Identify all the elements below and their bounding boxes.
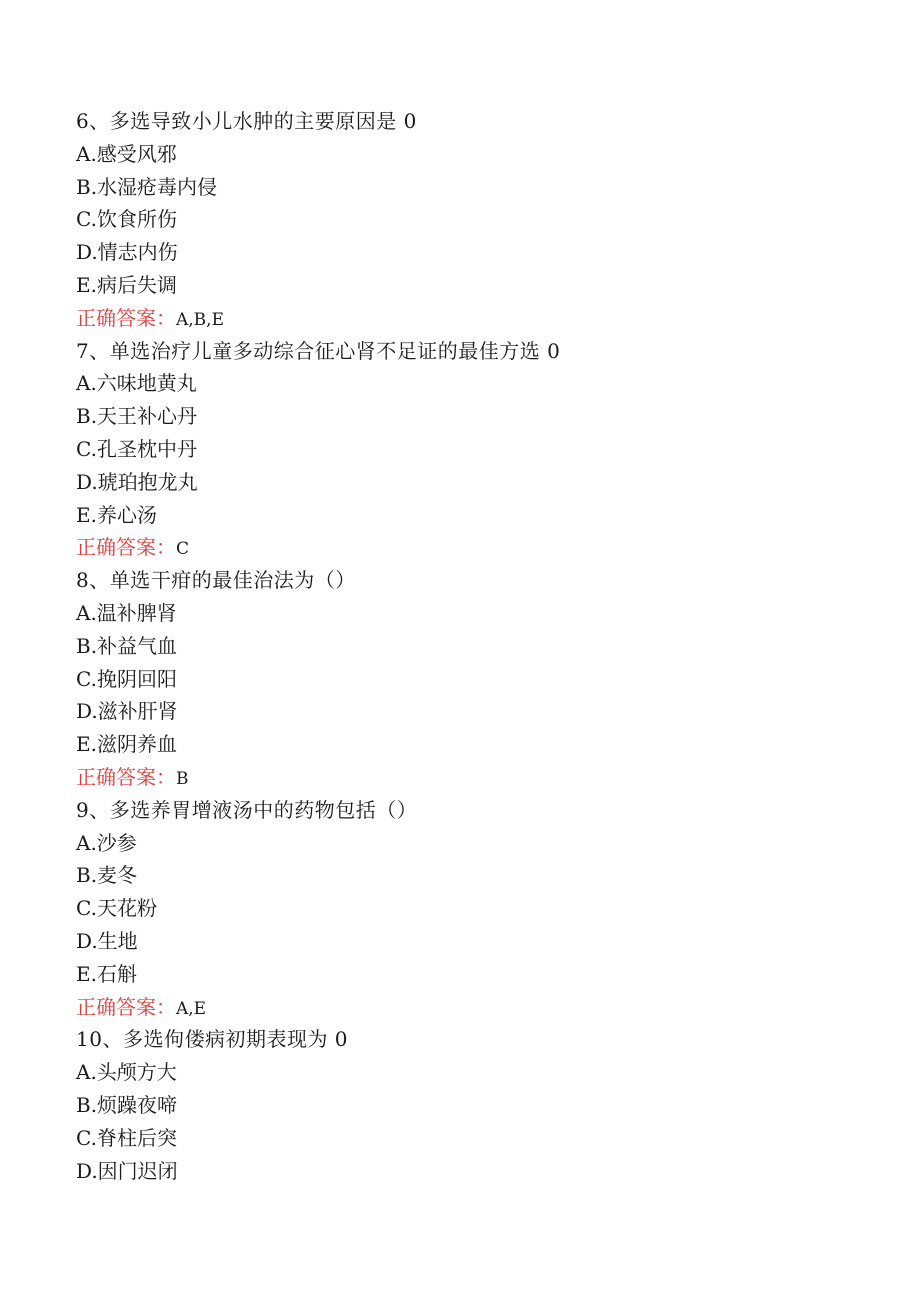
option-item: C.脊柱后突 bbox=[76, 1125, 177, 1150]
question-stem: 9、多选养胃增液汤中的药物包括（） bbox=[76, 797, 418, 822]
answer-label: 正确答案： bbox=[76, 764, 176, 789]
question-stem: 8、单选干疳的最佳治法为（） bbox=[76, 568, 356, 593]
option-item: D.琥珀抱龙丸 bbox=[76, 469, 198, 494]
option-item: C.挽阴回阳 bbox=[76, 666, 177, 691]
answer-value: A,E bbox=[176, 998, 207, 1019]
question-stem: 10、多选佝偻病初期表现为 0 bbox=[76, 1027, 349, 1052]
option-item: D.因门迟闭 bbox=[76, 1158, 178, 1183]
option-item: D.滋补肝肾 bbox=[76, 699, 178, 724]
option-item: C.天花粉 bbox=[76, 896, 157, 921]
option-item: B.烦躁夜啼 bbox=[76, 1092, 178, 1117]
option-item: A.头颅方大 bbox=[76, 1060, 177, 1085]
answer-label: 正确答案： bbox=[76, 535, 176, 560]
option-item: C.孔圣枕中丹 bbox=[76, 436, 197, 461]
document-page bbox=[76, 105, 876, 1187]
option-item: B.天王补心丹 bbox=[76, 404, 198, 429]
option-item: A.感受风邪 bbox=[76, 141, 177, 166]
question-stem: 6、多选导致小儿水肿的主要原因是 0 bbox=[76, 109, 417, 133]
answer-value: C bbox=[176, 539, 190, 560]
option-item: E.病后失调 bbox=[76, 272, 177, 297]
answer-value: A,B,E bbox=[176, 309, 224, 330]
answer-line bbox=[76, 302, 876, 335]
option-item: D.生地 bbox=[76, 928, 138, 953]
option-item: E.滋阴养血 bbox=[76, 732, 177, 757]
option-item: A.沙参 bbox=[76, 830, 137, 855]
option-item: E.石斛 bbox=[76, 961, 137, 986]
option-item: A.六味地黄丸 bbox=[76, 371, 197, 396]
answer-line bbox=[76, 991, 876, 1024]
answer-line bbox=[76, 761, 876, 794]
question-stem: 7、单选治疗儿童多动综合征心肾不足证的最佳方选 0 bbox=[76, 338, 561, 363]
answer-label: 正确答案： bbox=[76, 305, 176, 330]
option-item: D.情志内伤 bbox=[76, 240, 178, 265]
option-item: B.水湿疮毒内侵 bbox=[76, 174, 218, 199]
answer-label: 正确答案： bbox=[76, 994, 176, 1019]
option-item: B.补益气血 bbox=[76, 633, 178, 658]
option-item: C.饮食所伤 bbox=[76, 207, 177, 232]
option-item: B.麦冬 bbox=[76, 863, 138, 888]
answer-line bbox=[76, 531, 876, 564]
option-item: A.温补脾肾 bbox=[76, 600, 177, 625]
option-item: E.养心汤 bbox=[76, 502, 157, 527]
answer-value: B bbox=[176, 768, 189, 789]
